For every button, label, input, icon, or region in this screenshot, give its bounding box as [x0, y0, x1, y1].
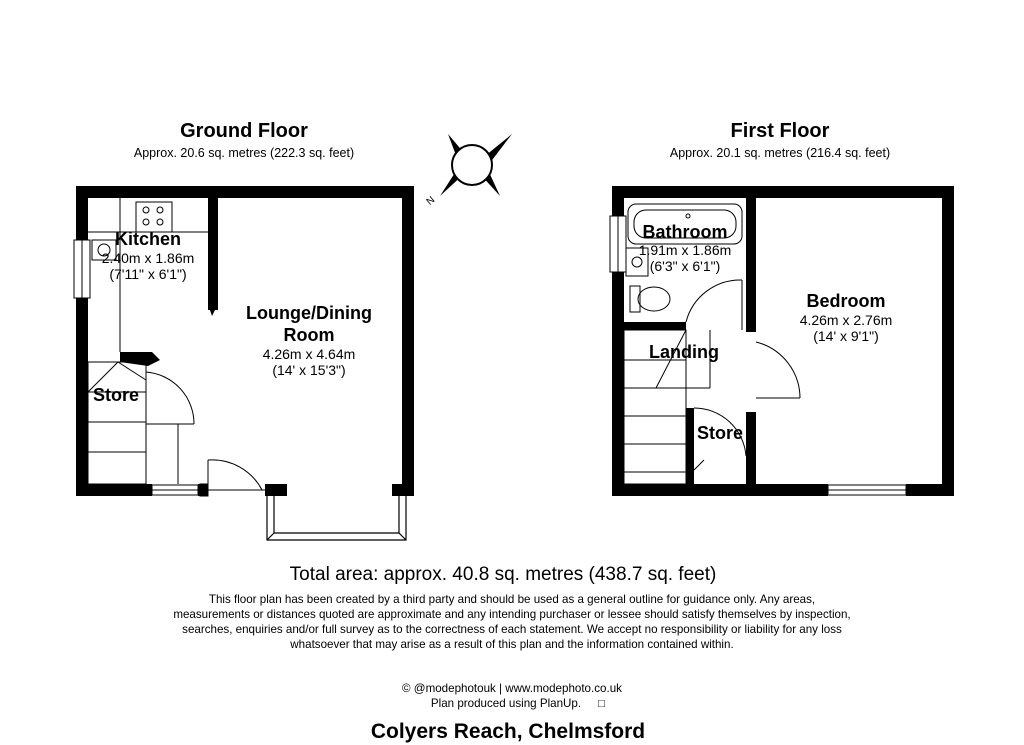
ground-floor-title: Ground Floor	[180, 120, 308, 142]
credit-line-2: Plan produced using PlanUp.	[430, 697, 582, 710]
lounge-label-line2: Room	[283, 325, 335, 345]
bedroom-size-metric: 4.26m x 2.76m	[799, 312, 893, 328]
bathroom-label: Bathroom	[642, 222, 728, 242]
kitchen-label: Kitchen	[114, 229, 182, 249]
ground-floor-area: Approx. 20.6 sq. metres (222.3 sq. feet)	[133, 146, 355, 160]
credit-line-1: © @modephotouk | www.modephoto.co.uk	[402, 682, 622, 695]
compass-north-label: N	[424, 194, 438, 208]
first-store-label: Store	[696, 423, 744, 443]
front-door	[200, 460, 265, 496]
kitchen-size-imperial: (7'11" x 6'1")	[109, 266, 187, 282]
disclaimer-text: This floor plan has been created by a third party and should be used as a general outline for guidance only. Any areas, measurements or distances quoted are approximate and any intending purchaser or lessee should satisfy themselves by inspection, searches, enquiries and/or full survey as to the correctness of each statement. We accept no responsibility or liability for any loss whatsoever that may arise as a result of this plan and the information contained within.	[173, 593, 851, 651]
first-floor-area: Approx. 20.1 sq. metres (216.4 sq. feet)	[669, 146, 891, 160]
kitchen-size-metric: 2.40m x 1.86m	[101, 250, 195, 266]
ground-stairs	[88, 362, 194, 484]
first-floor-title: First Floor	[730, 120, 830, 142]
total-area: Total area: approx. 40.8 sq. metres (438.7 sq. feet)	[289, 564, 717, 585]
bathroom-size-metric: 1.91m x 1.86m	[638, 242, 732, 258]
first-floor-plan	[610, 120, 954, 496]
credit-symbol: □	[598, 697, 606, 710]
compass-rose	[425, 134, 512, 208]
ground-floor-plan	[74, 120, 414, 540]
lounge-size-metric: 4.26m x 4.64m	[262, 346, 356, 362]
bedroom-size-imperial: (14' x 9'1")	[813, 328, 879, 344]
landing-label: Landing	[649, 342, 719, 362]
lounge-size-imperial: (14' x 15'3")	[272, 362, 346, 378]
bathroom-size-imperial: (6'3" x 6'1")	[649, 258, 721, 274]
lounge-label-line1: Lounge/Dining	[246, 303, 372, 323]
property-address: Colyers Reach, Chelmsford	[370, 720, 646, 743]
bedroom-label: Bedroom	[806, 291, 886, 311]
bay-window	[267, 496, 406, 540]
ground-store-label: Store	[92, 385, 140, 405]
